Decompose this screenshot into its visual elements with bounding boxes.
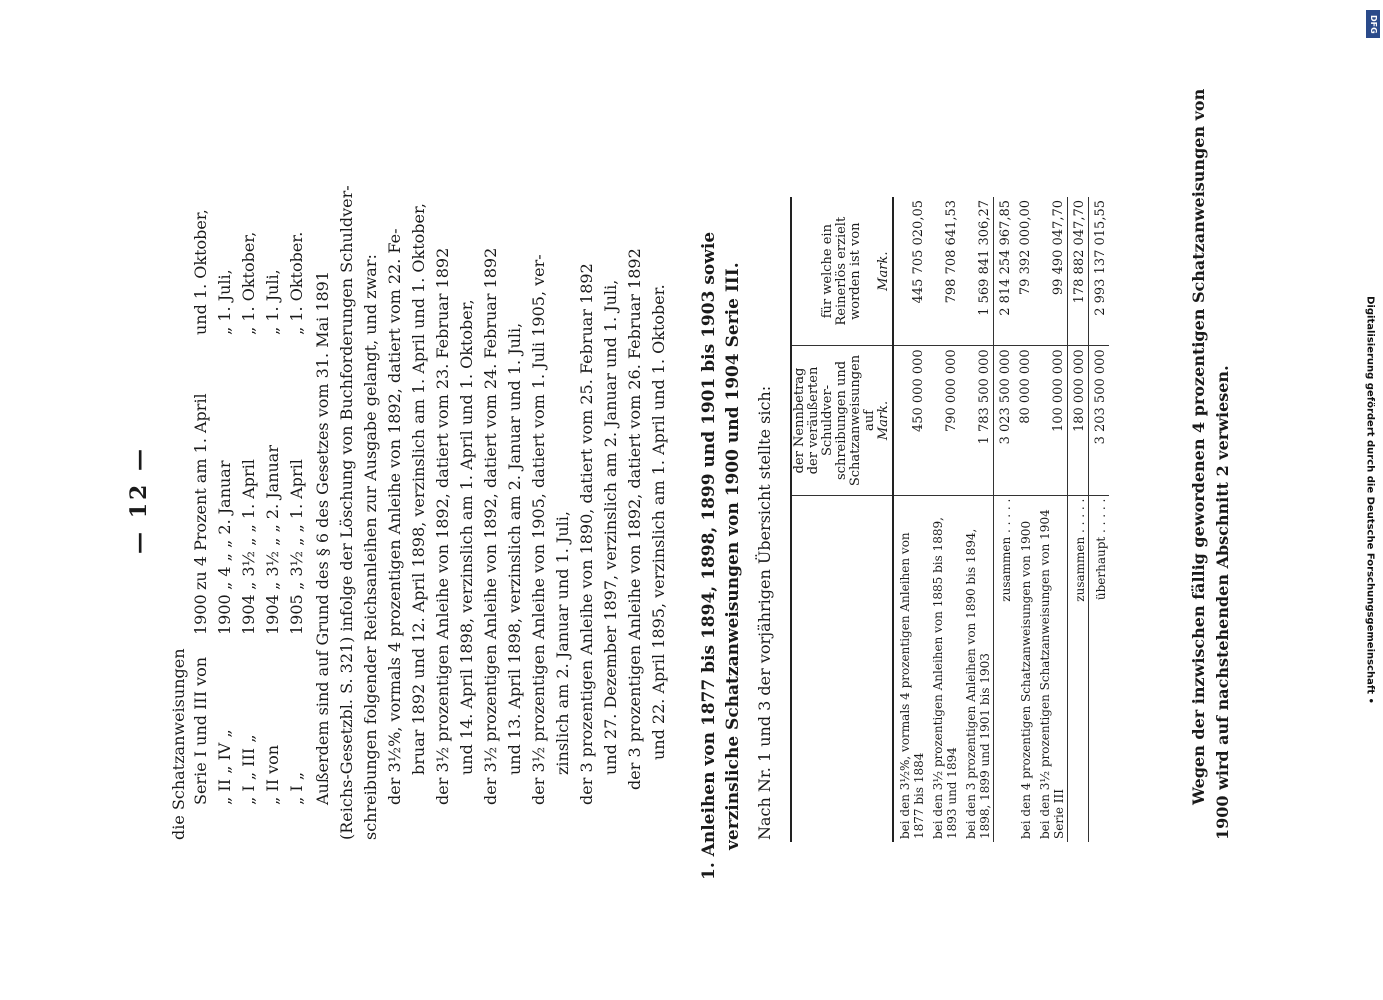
paragraph-line: der 3 prozentigen Anleihe von 1890, datiert vom 25. Februar 1892 xyxy=(577,263,596,805)
series-dates: „ 1. Juli, xyxy=(215,269,234,335)
paragraph-line: Außerdem sind auf Grund des § 6 des Gesetzes vom 31. Mai 1891 xyxy=(313,270,332,805)
header-line: worden ist von xyxy=(848,222,863,320)
row-net: 2 814 254 967,85 xyxy=(994,197,1015,346)
row-net: 178 882 047,70 xyxy=(1068,197,1089,346)
row-nominal: 450 000 000 xyxy=(893,346,927,495)
table-header-net xyxy=(791,197,893,346)
paragraph-line: und 22. April 1895, verzinslich am 1. April und 1. Oktober. xyxy=(649,284,668,760)
table-total-row xyxy=(1089,197,1110,842)
row-description: bei den 3½ prozentigen Schatzanweisungen von 1904 Serie III xyxy=(1038,509,1066,839)
series-dates: und 1. Oktober, xyxy=(191,209,210,335)
series-year: 1904 xyxy=(239,594,258,635)
paragraph-line: und 27. Dezember 1897, verzinslich am 2. Januar und 1. Juli, xyxy=(601,279,620,775)
header-line: der veräußerten xyxy=(806,366,821,475)
header-line: Mark. xyxy=(876,251,891,291)
row-net: 99 490 047,70 xyxy=(1034,197,1068,346)
section-heading: 1. Anleihen von 1877 bis 1894, 1898, 1899 und 1901 bis 1903 sowie xyxy=(699,231,719,880)
row-description: bei den 3 prozentigen Anleihen von 1890 bis 1894, 1898, 1899 und 1901 bis 1903 xyxy=(964,528,992,839)
subheading: Nach Nr. 1 und 3 der vorjährigen Übersicht stellte sich: xyxy=(755,385,774,840)
paragraph-line: der 3½ prozentigen Anleihe von 1892, datiert vom 23. Februar 1892 xyxy=(433,247,452,805)
header-line: Schatzanweisungen xyxy=(848,354,863,487)
table-header-nominal xyxy=(791,346,893,495)
series-rate: „ 3½ „ „ 1. April xyxy=(239,459,258,590)
row-net: 798 708 641,53 xyxy=(927,197,960,346)
header-line: auf xyxy=(862,410,877,431)
dfg-logo: DFG xyxy=(1366,10,1380,38)
paragraph-line: und 13. April 1898, verzinslich am 2. Januar und 1. Juli, xyxy=(505,322,524,775)
header-line: der Nennbetrag xyxy=(792,367,807,474)
table-subtotal-row xyxy=(994,197,1015,842)
paragraph-line: und 14. April 1898, verzinslich am 1. April und 1. Oktober, xyxy=(457,299,476,775)
row-description: zusammen . . . . . xyxy=(994,495,1015,842)
paragraph-line: bruar 1892 und 12. April 1898, verzinslich am 1. April und 1. Oktober, xyxy=(409,203,428,775)
paragraph-line: der 3½ prozentigen Anleihe von 1905, datiert vom 1. Juli 1905, ver- xyxy=(529,254,548,805)
digitization-credit: Digitalisierung gefördert durch die Deutsche Forschungsgemeinschaft • xyxy=(1364,296,1376,704)
series-year: 1904 xyxy=(263,594,282,635)
table-row xyxy=(927,197,960,842)
row-description: bei den 3½ prozentigen Anleihen von 1885 bis 1889, 1893 und 1894 xyxy=(931,517,959,839)
header-line: schreibungen und xyxy=(834,360,849,480)
row-nominal: 790 000 000 xyxy=(927,346,960,495)
table-row xyxy=(1034,197,1068,842)
table-subtotal-row xyxy=(1068,197,1089,842)
series-rate: „ 3½ „ „ 1. April xyxy=(287,459,306,590)
document-page xyxy=(100,88,1300,900)
row-net: 1 569 841 306,27 xyxy=(960,197,994,346)
row-net: 2 993 137 015,55 xyxy=(1089,197,1110,346)
row-nominal: 80 000 000 xyxy=(1014,346,1034,495)
paragraph-line: (Reichs-Gesetzbl. S. 321) infolge der Löschung von Buchforderungen Schuldver- xyxy=(337,185,356,840)
series-rate: „ 3½ „ „ 2. Januar xyxy=(263,445,282,590)
series-label: „ II „ IV „ xyxy=(215,729,234,805)
series-dates: „ 1. Oktober. xyxy=(287,231,306,335)
series-dates: „ 1. Oktober, xyxy=(239,231,258,335)
row-nominal: 3 203 500 000 xyxy=(1089,346,1110,495)
series-label: Serie I und III von xyxy=(191,656,210,805)
paragraph-line: der 3½ prozentigen Anleihe von 1892, datiert vom 24. Februar 1892 xyxy=(481,247,500,805)
series-year: 1900 xyxy=(215,594,234,635)
series-rate: zu 4 Prozent am 1. April xyxy=(191,393,210,590)
section-heading-cont: verzinsliche Schatzanweisungen von 1900 und 1904 Serie III. xyxy=(723,262,743,850)
series-year: 1900 xyxy=(191,594,210,635)
header-line: Mark. xyxy=(876,400,891,441)
paragraph-line: der 3 prozentigen Anleihe von 1892, datiert vom 26. Februar 1892 xyxy=(625,248,644,790)
paragraph-line: schreibungen folgender Reichsanleihen zur Ausgabe gelangt, und zwar: xyxy=(361,254,380,840)
row-net: 79 392 000,00 xyxy=(1014,197,1034,346)
page-number: — 12 — xyxy=(126,446,152,554)
header-line: für welche ein xyxy=(820,224,835,319)
row-nominal: 1 783 500 000 xyxy=(960,346,994,495)
summary-table xyxy=(790,142,1109,842)
series-label: „ I „ III „ xyxy=(239,734,258,805)
row-description: überhaupt . . . . . xyxy=(1089,495,1110,842)
table-row xyxy=(893,197,927,842)
row-description: bei den 3½%, vormals 4 prozentigen Anleihen von 1877 bis 1884 xyxy=(898,532,926,839)
row-nominal: 3 023 500 000 xyxy=(994,346,1015,495)
series-label: „ II von xyxy=(263,744,282,805)
header-line: Reinerlös erzielt xyxy=(834,216,849,326)
series-dates: „ 1. Juli, xyxy=(263,269,282,335)
row-nominal: 180 000 000 xyxy=(1068,346,1089,495)
table-header-empty xyxy=(791,495,893,842)
header-line: Schuldver- xyxy=(820,384,835,456)
footer-line: Wegen der inzwischen fällig gewordenen 4 prozentigen Schatzanweisungen von xyxy=(1189,88,1208,805)
table-row xyxy=(960,197,994,842)
series-year: 1905 xyxy=(287,594,306,635)
row-description: bei den 4 prozentigen Schatzanweisungen von 1900 xyxy=(1019,520,1033,839)
paragraph-line: der 3½%, vormals 4 prozentigen Anleihe von 1892, datiert vom 22. Fe- xyxy=(385,228,404,805)
row-description: zusammen . . . . . xyxy=(1068,495,1089,842)
series-rate: „ 4 „ „ 2. Januar xyxy=(215,460,234,590)
row-nominal: 100 000 000 xyxy=(1034,346,1068,495)
row-net: 445 705 020,05 xyxy=(893,197,927,346)
intro-line: die Schatzanweisungen xyxy=(169,648,188,840)
footer-line: 1900 wird auf nachstehenden Abschnitt 2 verwiesen. xyxy=(1213,365,1232,840)
paragraph-line: zinslich am 2. Januar und 1. Juli, xyxy=(553,511,572,775)
series-label: „ I „ xyxy=(287,771,306,805)
table-row xyxy=(1014,197,1034,842)
